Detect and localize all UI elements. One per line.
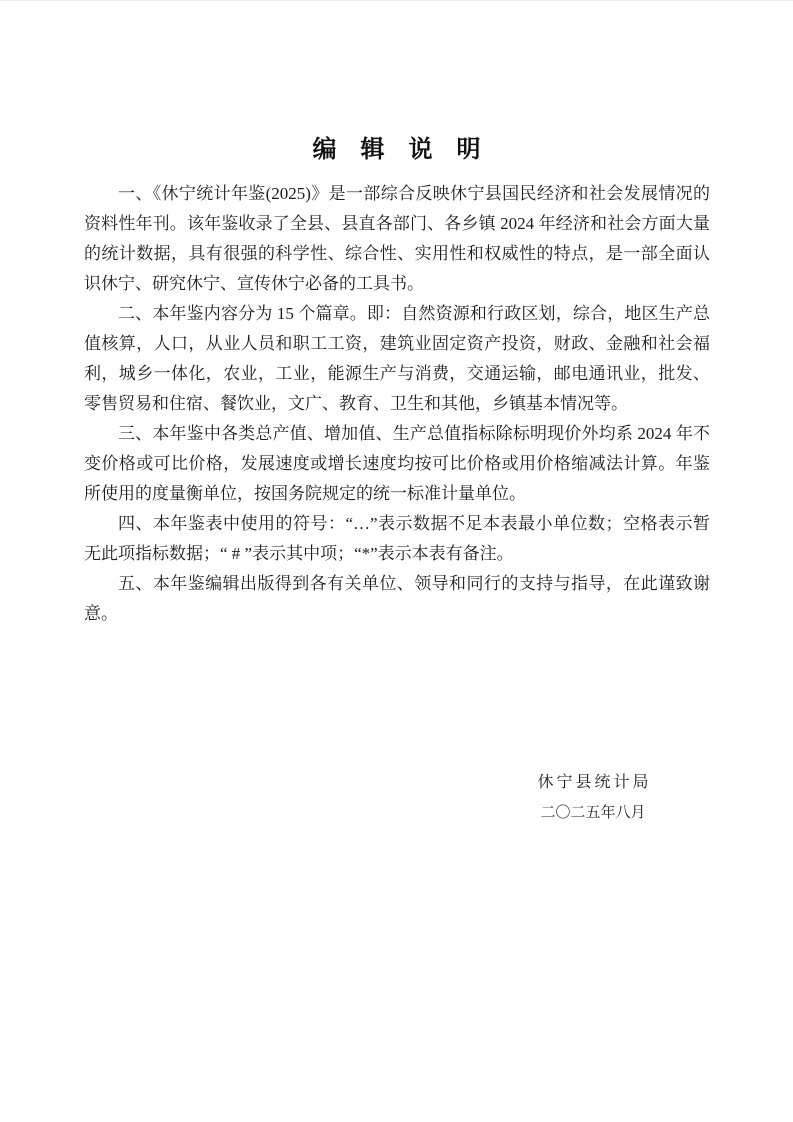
signature-date: 二〇二五年八月 xyxy=(540,805,646,821)
signature-block xyxy=(503,768,683,828)
page-title: 编 辑 说 明 xyxy=(312,136,481,163)
paragraph-5: 五、本年鉴编辑出版得到各有关单位、领导和同行的支持与指导，在此谨致谢意。 xyxy=(84,574,710,623)
paragraph-1: 一、《休宁统计年鉴(2025)》是一部综合反映休宁县国民经济和社会发展情况的资料性年刊。该年鉴收录了全县、县直各部门、各乡镇 2024 年经济和社会方面大量的统计数据，具有很强的科学性、综合性、实用性和权威性的特点，是一部全面认识休宁、研究休宁、宣传休宁必备的工具书。 xyxy=(84,184,710,293)
signature-organization: 休宁县统计局 xyxy=(537,774,652,791)
paragraph-3: 三、本年鉴中各类总产值、增加值、生产总值指标除标明现价外均系 2024 年不变价格或可比价格，发展速度或增长速度均按可比价格或用价格缩减法计算。年鉴所使用的度量衡单位，按国务院规定的统一标准计量单位。 xyxy=(84,424,710,503)
document-body xyxy=(84,179,710,629)
paragraph-2: 二、本年鉴内容分为 15 个篇章。即：自然资源和行政区划，综合，地区生产总值核算，人口，从业人员和职工工资，建筑业固定资产投资，财政、金融和社会福利，城乡一体化，农业，工业，能源生产与消费，交通运输，邮电通讯业，批发、零售贸易和住宿、餐饮业，文广、教育、卫生和其他，乡镇基本情况等。 xyxy=(84,304,710,413)
paragraph-4: 四、本年鉴表中使用的符号：“…”表示数据不足本表最小单位数；空格表示暂无此项指标数据；“ # ”表示其中项；“*”表示本表有备注。 xyxy=(84,514,710,563)
